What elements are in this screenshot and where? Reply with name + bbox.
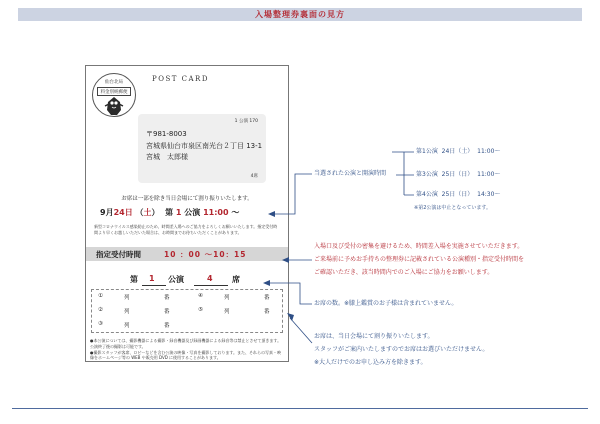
seat-index: ② [98,307,103,313]
row-label: 列 [124,295,130,301]
number-label: 番 [264,309,270,315]
assignment-line-1: お席は、当日会場にて割り振りいたします。 [314,333,434,340]
reception-line-2: ご来場前に予めお手持ちの整理券に記載されている公演種別・指定受付時間を [314,256,525,263]
assignment-line-2: スタッフがご案内いたしますのでお席はお選びいただけません。 [314,346,489,353]
arrow-assignment [290,318,312,343]
row-label: 列 [124,309,130,315]
row-label: 列 [224,295,230,301]
item-time: 11:00〜 [477,148,501,155]
show-prefix: 第 [165,208,174,217]
performance-callout-label: 当選された公演と開演時間 [314,170,387,177]
date-month: 9月 [100,208,114,217]
bracket-performance [392,152,414,195]
arrow-seats [270,283,312,304]
assignment-line-3: ※大人だけでのお申し込み方を除きます。 [314,359,427,366]
reception-label: 指定受付時間 [96,250,141,259]
performance-item-4 [416,190,500,199]
reception-line-1: 入場口及び受付の密集を避けるため、時間差入場を実施させていただきます。 [314,243,524,250]
date-day: 24日 [113,208,133,217]
show-seat-show-label: 公演 [168,275,184,284]
item-date: 24日（土） [441,148,474,155]
note-photography: ●撮影スタッフが客席、ロビーなどを含む公演の映像・写真を撮影しております。また、それらの写真・映像をホームページ等の WEB や販売用 DVD に使用することがあります。 [90,349,282,361]
seat-index: ⑤ [198,307,203,313]
seat-index: ④ [198,293,203,299]
performance-item-3 [416,170,500,179]
recipient-name: 宮城 太郎様 [146,153,188,161]
item-show: 第1公演 [416,148,438,155]
cancel-note: ※第2公演は中止となっています。 [414,205,491,211]
start-time: 11:00 [203,208,229,217]
seat-count-small: 4席 [250,174,258,179]
performance-item-1 [416,147,500,156]
date-weekday: 土 [143,208,152,217]
seat-note: お席は一部を除き当日会場にて割り振りいたします。 [121,196,253,202]
item-date: 25日（日） [441,191,474,198]
page-title: 入場整理券裏面の見方 [255,10,345,19]
show-seat-seat-label: 席 [232,275,240,284]
footer-rule [12,408,588,409]
time-tilde: 〜 [231,208,240,217]
show-seat-count: 4 [207,274,213,283]
show-number: 1 [175,208,182,217]
show-suffix: 公演 [184,208,201,217]
reception-line-3: ご確認いただき、該当時間内でのご入場にご協力をお願いします。 [314,269,494,276]
show-seat-prefix: 第 [130,275,138,284]
item-time: 11:00〜 [477,171,501,178]
postal-code: 〒981-8003 [146,130,187,138]
stamp-label: 料金別納郵便 [97,87,131,96]
item-show: 第4公演 [416,191,438,198]
item-show: 第3公演 [416,171,438,178]
show-code: 1 公演 170 [234,119,258,124]
number-label: 番 [164,323,170,329]
row-label: 列 [124,323,130,329]
street-address: 宮城県仙台市泉区南光台２丁目 13-1 [146,142,263,150]
seat-index: ③ [98,321,103,327]
covid-note: 新型コロナウイルス感染防止のため、時間差入場へのご協力をよろしくお願いいたします。指定受付時間より早くお越しいただいた場合は、お時間までお待ちいただくことがあります。 [94,224,278,235]
date-weekday-close: ） [151,208,160,217]
row-label: 列 [224,309,230,315]
number-label: 番 [164,295,170,301]
postcard-title: POST CARD [152,75,209,83]
seat-count-callout: お席の数。※膝上鑑賞のお子様は含まれていません。 [314,300,458,307]
arrow-performance [275,174,312,214]
reception-time: 10 ：00 〜10：15 [164,250,247,259]
item-date: 25日（日） [441,171,474,178]
seat-index: ① [98,293,103,299]
stamp-office: 仙台北局 [105,80,123,85]
note-recording: ●本公演については、撮影機器による撮影・録音機器及び録画機器による録音等は禁止とさせて頂きます。公演終了後の撮影は可能です。 [90,338,282,349]
number-label: 番 [264,295,270,301]
number-label: 番 [164,309,170,315]
show-seat-show: 1 [149,274,155,283]
item-time: 14:30〜 [477,191,501,198]
date-weekday-open: （ [135,208,144,217]
